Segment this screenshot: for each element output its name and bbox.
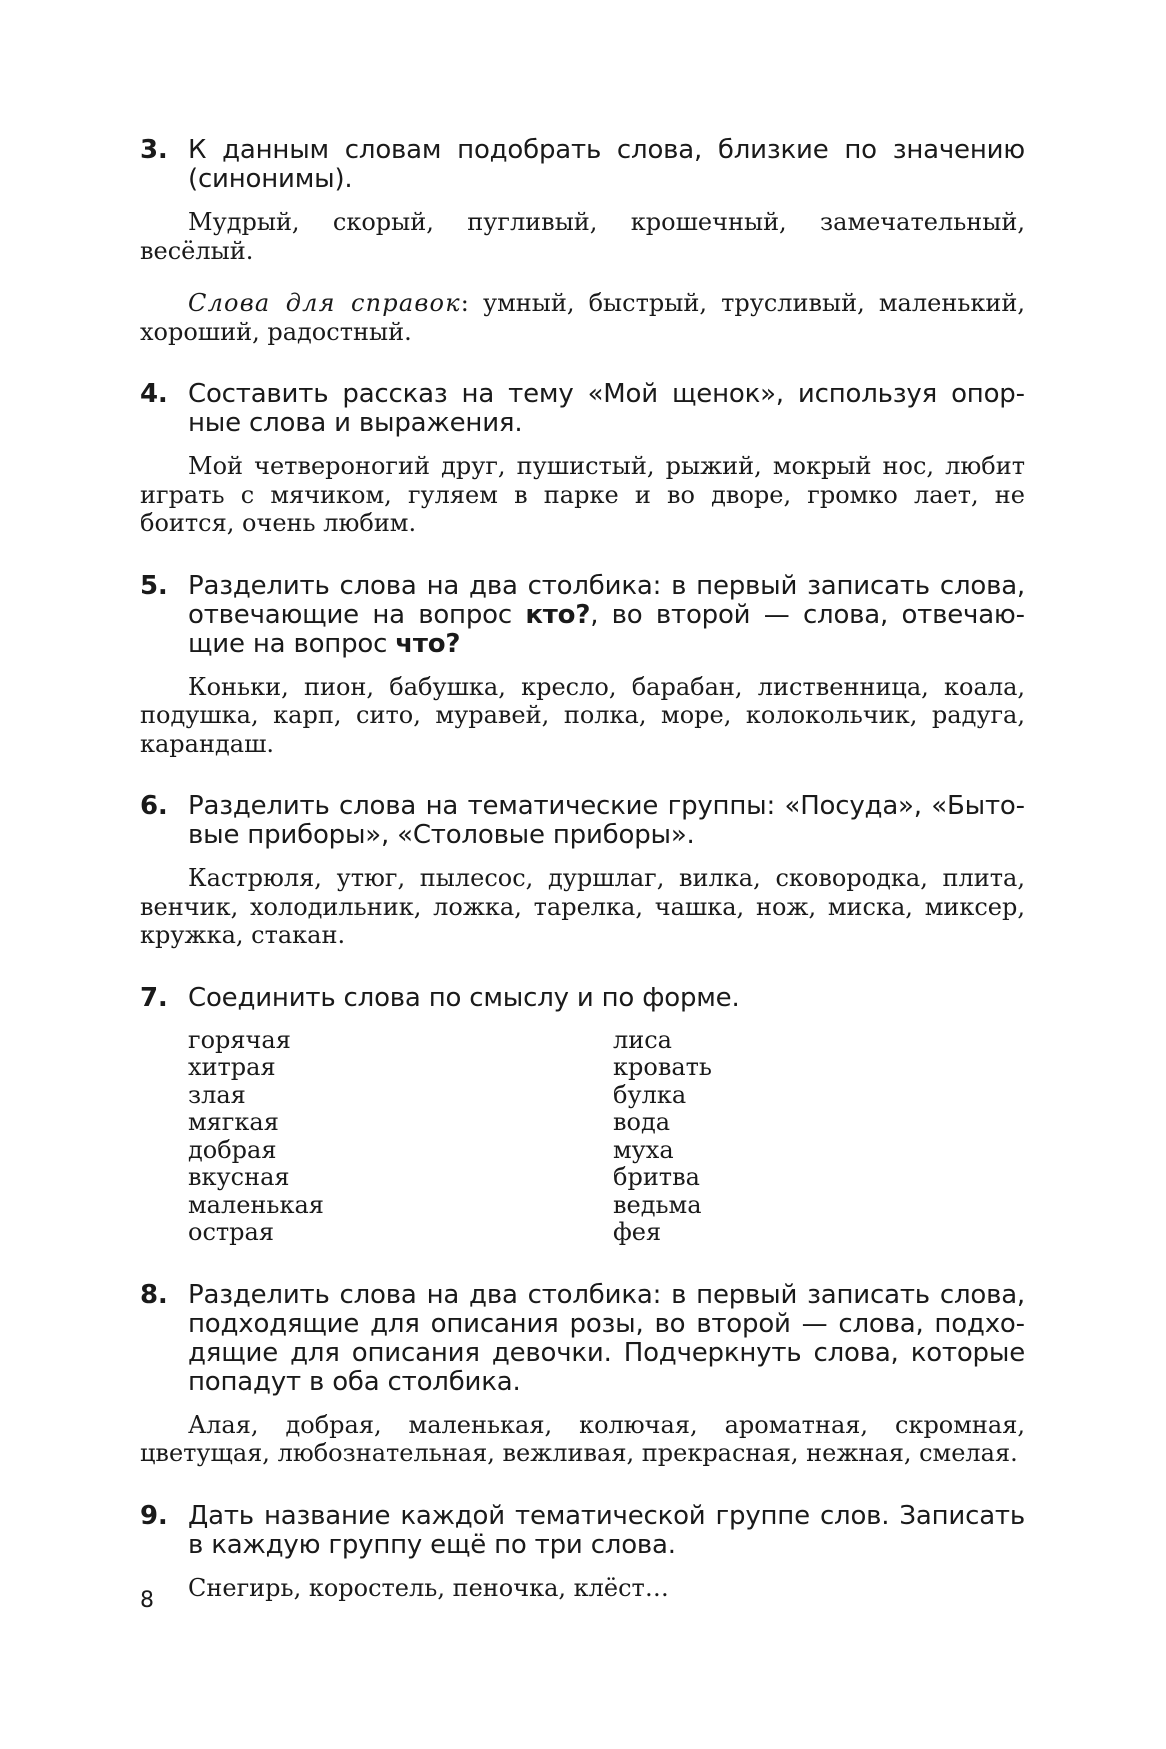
task-text: К данным словам подобрать слова, близкие по значению (синонимы). (188, 135, 1025, 194)
noun-item: лиса (613, 1025, 672, 1054)
adjective-column (188, 1027, 613, 1247)
exercise-task (140, 984, 1025, 1013)
noun-item: фея (613, 1218, 662, 1246)
exercise-task (140, 136, 1025, 194)
matching-columns (140, 1027, 1025, 1247)
adjective-item: добрая (188, 1135, 277, 1164)
word-list: Снегирь, коростель, пеночка, клёст… (188, 1573, 669, 1602)
exercise-number: 3. (140, 135, 168, 165)
noun-item: вода (613, 1108, 671, 1136)
adjective-item: злая (188, 1080, 246, 1109)
exercise-7 (140, 984, 1025, 1247)
word-list: Коньки, пион, бабушка, кресло, барабан, лиственница, коала, подушка, карп, сито, муравей, полка, море, колокольчик, радуга, карандаш. (140, 672, 1025, 758)
exercise-task (140, 792, 1025, 850)
task-text: Дать название каждой тематической группе слов. Записать в каждую группу ещё по три слова. (188, 1500, 1025, 1560)
exercise-number: 6. (140, 791, 168, 821)
task-text-part: Разделить слова на два столбика: в первый записать слова, отвечающие на вопрос (188, 570, 1025, 630)
exercise-number: 9. (140, 1500, 168, 1531)
task-text: Составить рассказ на тему «Мой щенок», используя опорные слова и выражения. (188, 379, 1025, 438)
task-text-part: , во второй — слова, отвечающие на вопрос (188, 599, 1026, 659)
exercise-list (140, 136, 1025, 1636)
adjective-item: мягкая (188, 1108, 279, 1136)
exercise-number: 5. (140, 570, 168, 601)
task-text (188, 572, 1025, 659)
question-what: что? (395, 628, 461, 659)
exercise-number: 8. (140, 1279, 168, 1310)
exercise-task (140, 1502, 1025, 1560)
exercise-4 (140, 380, 1025, 538)
word-list: Мой четвероногий друг, пушистый, рыжий, мокрый нос, любит играть с мячиком, гуляем в парке и во дворе, громко лает, не боится, очень любим. (140, 452, 1025, 537)
exercise-3 (140, 136, 1025, 346)
reference-list: : умный, быстрый, трусливый, маленький, хороший, радостный. (140, 289, 1025, 346)
noun-item: кровать (613, 1053, 712, 1081)
adjective-item: горячая (188, 1025, 291, 1054)
exercise-6 (140, 792, 1025, 950)
task-text: Разделить слова на два столбика: в первый записать слова, подходящие для описания розы, во второй — слова, подходящие для описания девочки. Подчеркнуть слова, которые попадут в оба столбика. (188, 1279, 1025, 1397)
adjective-item: острая (188, 1218, 274, 1246)
word-list: Мудрый, скорый, пугливый, крошечный, замечательный, весёлый. (140, 208, 1025, 265)
exercise-8 (140, 1281, 1025, 1468)
task-text: Разделить слова на тематические группы: «Посуда», «Бытовые приборы», «Столовые приборы». (188, 791, 1025, 850)
exercise-9 (140, 1502, 1025, 1603)
exercise-number: 7. (140, 982, 168, 1013)
reference-label: Слова для справок (188, 289, 461, 317)
exercise-task (140, 1281, 1025, 1397)
question-who: кто? (525, 599, 591, 630)
page-number: 8 (140, 1588, 154, 1613)
exercise-task (140, 572, 1025, 659)
noun-item: бритва (613, 1163, 700, 1191)
adjective-item: маленькая (188, 1190, 324, 1219)
word-list: Кастрюля, утюг, пылесос, дуршлаг, вилка, сковородка, плита, венчик, холодильник, ложка, тарелка, чашка, нож, миска, миксер, кружка, стакан. (140, 864, 1025, 949)
reference-words (140, 289, 1025, 346)
noun-item: булка (613, 1080, 687, 1109)
noun-item: ведьма (613, 1190, 702, 1219)
exercise-5 (140, 572, 1025, 759)
exercise-task (140, 380, 1025, 438)
noun-item: муха (613, 1135, 674, 1164)
word-list: Алая, добрая, маленькая, колючая, ароматная, скромная, цветущая, любознательная, вежливая, прекрасная, нежная, смелая. (140, 1410, 1025, 1467)
task-text: Соединить слова по смыслу и по форме. (188, 982, 740, 1013)
adjective-item: вкусная (188, 1163, 290, 1191)
exercise-number: 4. (140, 379, 168, 409)
adjective-item: хитрая (188, 1053, 276, 1081)
noun-column (613, 1027, 712, 1247)
